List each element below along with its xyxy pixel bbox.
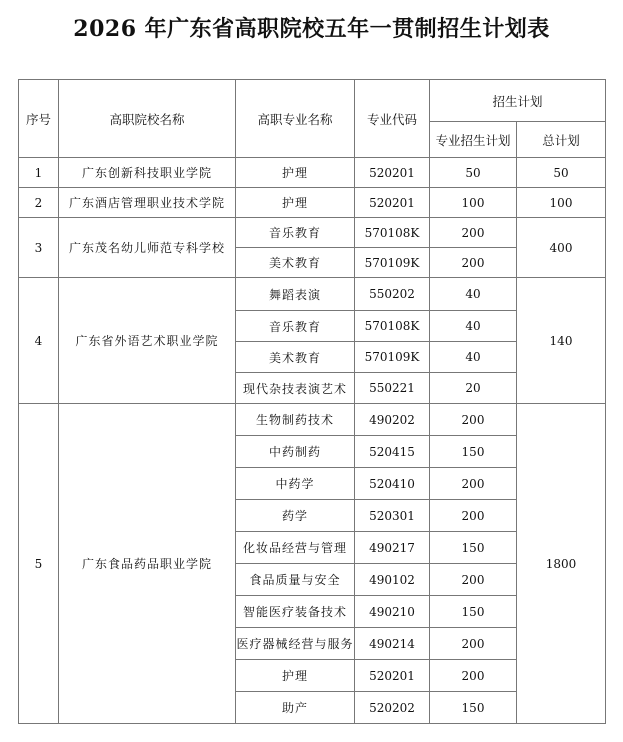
major-code-cell: 550202 xyxy=(355,278,430,311)
table-row xyxy=(19,188,606,218)
major-plan-cell: 200 xyxy=(430,468,517,500)
major-code-cell: 570108K xyxy=(355,311,430,342)
major-name-cell: 中药学 xyxy=(236,468,355,500)
major-plan-cell: 150 xyxy=(430,596,517,628)
major-plan-cell: 200 xyxy=(430,248,517,278)
major-plan-cell: 40 xyxy=(430,342,517,373)
major-name-cell: 音乐教育 xyxy=(236,218,355,248)
major-plan-cell: 20 xyxy=(430,373,517,404)
school-name-cell: 广东茂名幼儿师范专科学校 xyxy=(59,218,236,278)
major-plan-cell: 200 xyxy=(430,564,517,596)
major-plan-cell: 150 xyxy=(430,692,517,724)
major-name-cell: 美术教育 xyxy=(236,342,355,373)
major-plan-cell: 200 xyxy=(430,218,517,248)
major-code-cell: 520202 xyxy=(355,692,430,724)
enrollment-plan-table xyxy=(18,79,606,724)
major-code-cell: 520410 xyxy=(355,468,430,500)
seq-cell: 1 xyxy=(19,158,59,188)
table-row xyxy=(19,278,606,311)
header-major-plan: 专业招生计划 xyxy=(430,122,517,158)
table-row xyxy=(19,218,606,248)
major-name-cell: 舞蹈表演 xyxy=(236,278,355,311)
total-plan-cell: 100 xyxy=(517,188,606,218)
major-name-cell: 音乐教育 xyxy=(236,311,355,342)
seq-cell: 3 xyxy=(19,218,59,278)
school-name-cell: 广东食品药品职业学院 xyxy=(59,404,236,724)
major-name-cell: 护理 xyxy=(236,188,355,218)
major-code-cell: 490102 xyxy=(355,564,430,596)
table-body xyxy=(19,158,606,724)
major-plan-cell: 150 xyxy=(430,532,517,564)
major-code-cell: 490202 xyxy=(355,404,430,436)
major-code-cell: 490214 xyxy=(355,628,430,660)
header-code: 专业代码 xyxy=(355,80,430,158)
major-name-cell: 食品质量与安全 xyxy=(236,564,355,596)
major-code-cell: 490217 xyxy=(355,532,430,564)
major-code-cell: 520201 xyxy=(355,660,430,692)
major-name-cell: 药学 xyxy=(236,500,355,532)
major-code-cell: 520201 xyxy=(355,158,430,188)
major-plan-cell: 50 xyxy=(430,158,517,188)
major-plan-cell: 200 xyxy=(430,660,517,692)
header-seq: 序号 xyxy=(19,80,59,158)
major-code-cell: 520415 xyxy=(355,436,430,468)
major-name-cell: 现代杂技表演艺术 xyxy=(236,373,355,404)
seq-cell: 4 xyxy=(19,278,59,404)
total-plan-cell: 50 xyxy=(517,158,606,188)
major-plan-cell: 40 xyxy=(430,311,517,342)
major-plan-cell: 200 xyxy=(430,628,517,660)
major-plan-cell: 100 xyxy=(430,188,517,218)
total-plan-cell: 400 xyxy=(517,218,606,278)
major-code-cell: 550221 xyxy=(355,373,430,404)
school-name-cell: 广东酒店管理职业技术学院 xyxy=(59,188,236,218)
major-code-cell: 570109K xyxy=(355,248,430,278)
major-name-cell: 中药制药 xyxy=(236,436,355,468)
major-name-cell: 化妆品经营与管理 xyxy=(236,532,355,564)
major-name-cell: 护理 xyxy=(236,158,355,188)
header-major: 高职专业名称 xyxy=(236,80,355,158)
major-plan-cell: 150 xyxy=(430,436,517,468)
school-name-cell: 广东创新科技职业学院 xyxy=(59,158,236,188)
table-row xyxy=(19,404,606,436)
header-total-plan: 总计划 xyxy=(517,122,606,158)
seq-cell: 5 xyxy=(19,404,59,724)
major-code-cell: 520301 xyxy=(355,500,430,532)
major-name-cell: 智能医疗装备技术 xyxy=(236,596,355,628)
major-code-cell: 490210 xyxy=(355,596,430,628)
page-title: 2026 年广东省高职院校五年一贯制招生计划表 xyxy=(73,16,550,42)
major-name-cell: 助产 xyxy=(236,692,355,724)
major-code-cell: 520201 xyxy=(355,188,430,218)
major-name-cell: 美术教育 xyxy=(236,248,355,278)
seq-cell: 2 xyxy=(19,188,59,218)
major-plan-cell: 40 xyxy=(430,278,517,311)
total-plan-cell: 140 xyxy=(517,278,606,404)
total-plan-cell: 1800 xyxy=(517,404,606,724)
table-row xyxy=(19,158,606,188)
major-code-cell: 570109K xyxy=(355,342,430,373)
major-name-cell: 护理 xyxy=(236,660,355,692)
major-plan-cell: 200 xyxy=(430,404,517,436)
header-plan-group: 招生计划 xyxy=(430,80,606,122)
header-school: 高职院校名称 xyxy=(59,80,236,158)
major-plan-cell: 200 xyxy=(430,500,517,532)
major-code-cell: 570108K xyxy=(355,218,430,248)
major-name-cell: 生物制药技术 xyxy=(236,404,355,436)
school-name-cell: 广东省外语艺术职业学院 xyxy=(59,278,236,404)
major-name-cell: 医疗器械经营与服务 xyxy=(236,628,355,660)
